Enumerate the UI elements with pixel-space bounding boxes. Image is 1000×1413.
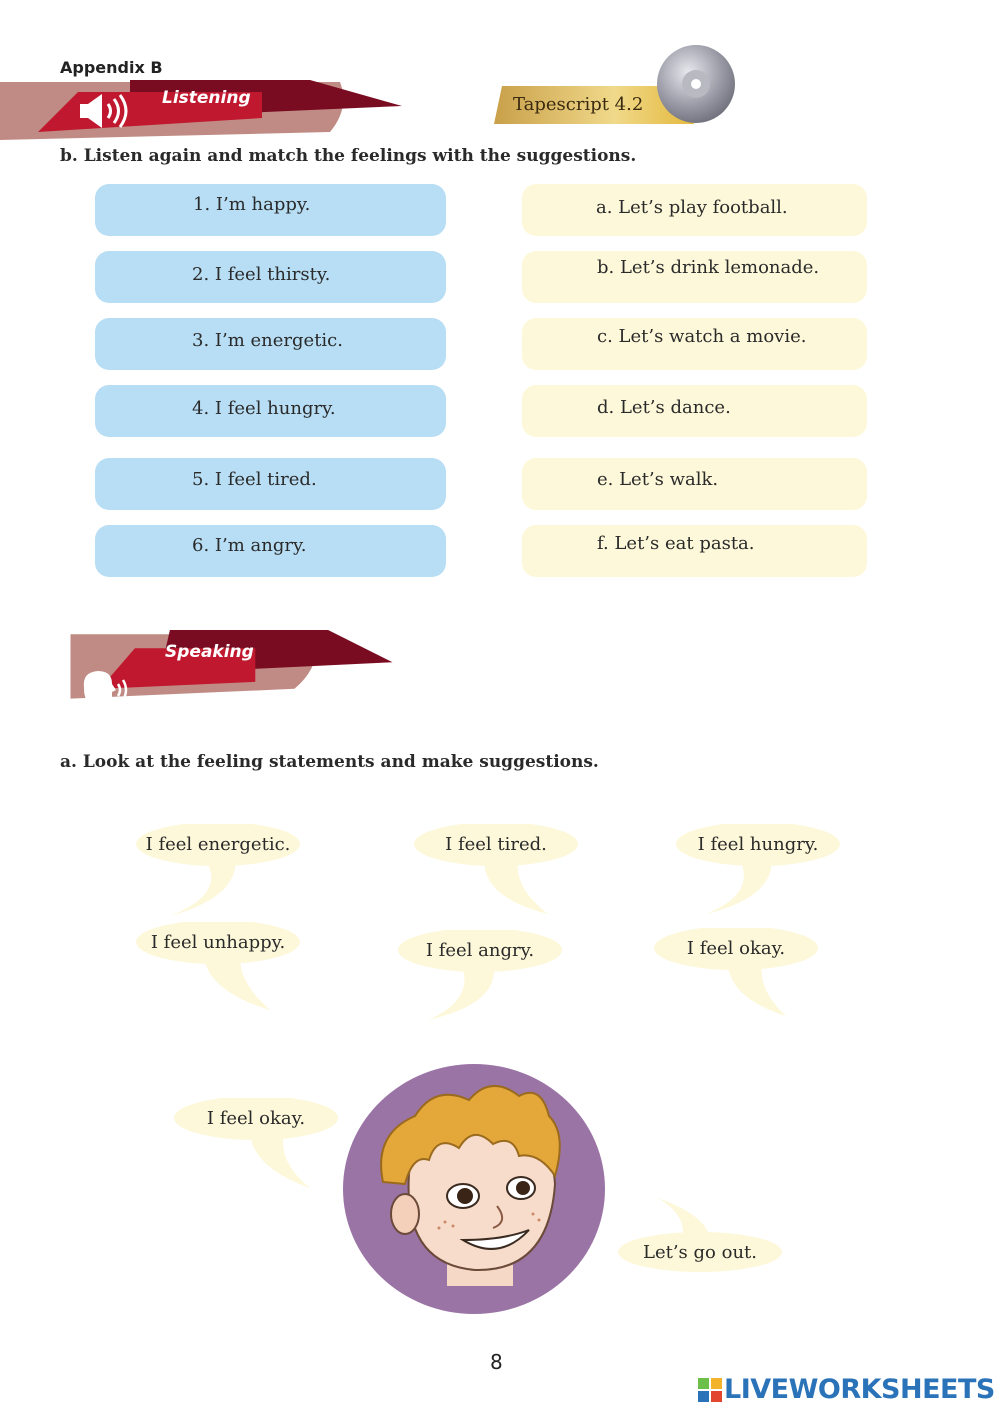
speaking-banner	[0, 630, 470, 700]
tapescript-label: Tapescript 4.2	[513, 94, 644, 115]
speech-bubble	[136, 922, 300, 1022]
suggestion-item[interactable]	[522, 458, 867, 510]
listening-instruction: b. Listen again and match the feelings with the suggestions.	[60, 146, 637, 166]
speaking-head-icon	[78, 668, 130, 714]
speaking-label: Speaking	[165, 642, 254, 662]
liveworksheets-brand[interactable]: LIVEWORKSHEETS	[724, 1374, 995, 1405]
bubble-text: I feel hungry.	[697, 834, 819, 855]
bubble-text: Let’s go out.	[643, 1242, 757, 1263]
listening-label: Listening	[162, 88, 251, 108]
bubble-text: I feel angry.	[425, 940, 535, 961]
feeling-item[interactable]	[95, 458, 446, 510]
feeling-text: 3. I’m energetic.	[192, 330, 343, 351]
example-bubble-right	[618, 1196, 782, 1276]
suggestion-text: d. Let’s dance.	[597, 397, 731, 418]
suggestion-item[interactable]	[522, 318, 867, 370]
boy-avatar	[343, 1064, 605, 1314]
feeling-text: 5. I feel tired.	[192, 469, 317, 490]
bubble-text: I feel okay.	[686, 938, 786, 959]
feeling-item[interactable]	[95, 385, 446, 437]
speech-bubble	[414, 824, 578, 924]
bubble-text: I feel unhappy.	[150, 932, 286, 953]
feeling-item[interactable]	[95, 251, 446, 303]
feeling-item[interactable]	[95, 184, 446, 236]
suggestion-item[interactable]	[522, 184, 867, 236]
speech-bubble	[398, 930, 562, 1030]
cd-icon	[656, 44, 736, 124]
feeling-text: 1. I’m happy.	[193, 194, 311, 215]
suggestion-text: c. Let’s watch a movie.	[597, 326, 807, 347]
speech-bubble	[654, 928, 818, 1028]
suggestion-item[interactable]	[522, 251, 867, 303]
feeling-item[interactable]	[95, 525, 446, 577]
speaker-icon	[76, 92, 136, 130]
speech-bubble	[136, 824, 300, 924]
suggestion-item[interactable]	[522, 385, 867, 437]
suggestion-text: e. Let’s walk.	[597, 469, 719, 490]
bubble-text: I feel energetic.	[145, 834, 291, 855]
speaking-instruction: a. Look at the feeling statements and make suggestions.	[60, 752, 599, 772]
feeling-text: 6. I’m angry.	[192, 535, 307, 556]
suggestion-text: a. Let’s play football.	[596, 197, 788, 218]
page-number: 8	[490, 1350, 503, 1374]
appendix-label: Appendix B	[60, 58, 163, 77]
feeling-text: 4. I feel hungry.	[192, 398, 336, 419]
example-bubble-left	[174, 1098, 338, 1198]
feeling-text: 2. I feel thirsty.	[192, 264, 331, 285]
bubble-text: I feel okay.	[206, 1108, 306, 1129]
suggestion-item[interactable]	[522, 525, 867, 577]
feeling-item[interactable]	[95, 318, 446, 370]
suggestion-text: b. Let’s drink lemonade.	[597, 257, 820, 278]
speech-bubble	[676, 824, 840, 924]
bubble-text: I feel tired.	[445, 834, 547, 855]
liveworksheets-logo-icon	[698, 1378, 722, 1402]
suggestion-text: f. Let’s eat pasta.	[597, 533, 755, 554]
